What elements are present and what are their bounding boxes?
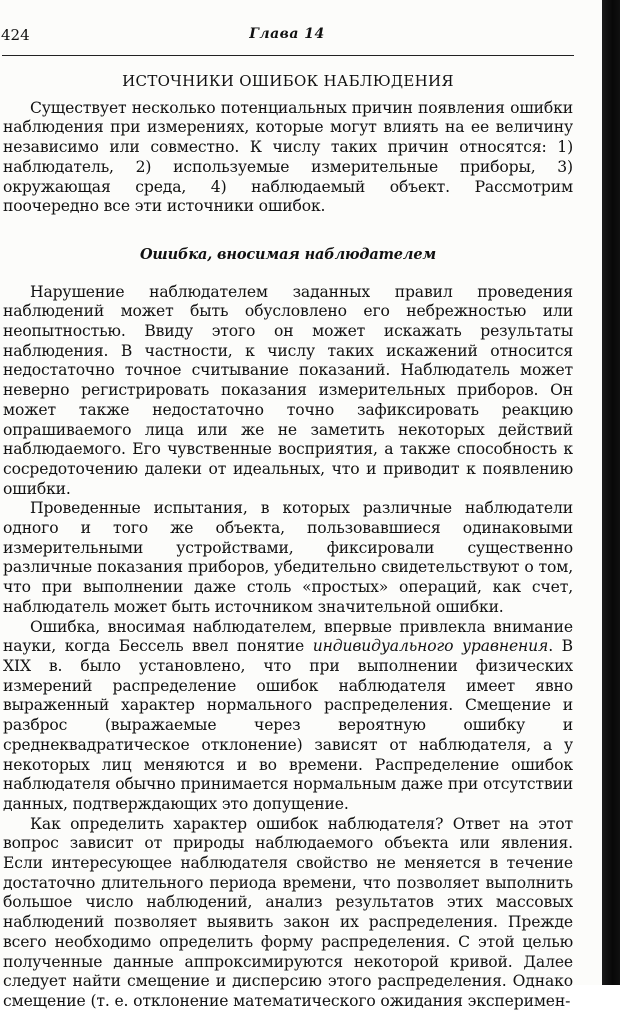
intro-paragraph: Существует несколько потенциальных причин появления ошибки наблюдения при измерениях, которые могут влиять на ее величину независимо или совместно. К числу таких причин относятся: 1) наблюдатель, 2) используемые измерительные приборы, 3) окружающая среда, 4) наблюдаемый объект. Рассмотрим поочередно все эти источники ошибок. [3, 98, 573, 216]
term-personal-equation: индивидуального уравнения [312, 637, 549, 656]
running-head: Глава 14 [249, 26, 325, 42]
page-number: 424 [1, 26, 30, 44]
subsection-title: Ошибка, вносимая наблюдателем [139, 245, 437, 263]
paragraph-tests: Проведенные испытания, в которых различные наблюдатели одного и того же объекта, пользовавшиеся одинаковыми измерительными устройствами, фиксировали существенно различные показания приборов, убедительно свидетельствуют о том, что при выполнении даже столь «простых» операций, как счет, наблюдатель может быть источником значительной ошибки. [3, 499, 573, 616]
paragraph-bessel-start: Ошибка, вносимая наблюдателем, впервые привлекла внимание науки, когда Бессель ввел понятие [3, 617, 573, 656]
scan-edge-shadow [602, 0, 620, 985]
page-content [3, 72, 573, 1012]
page-header [0, 26, 574, 48]
paragraph-bessel-end: . В XIX в. было установлено, что при выполнении физических измерений распределение ошибок наблюдателя имеет явно выраженный характер нормального распределения. Смещение и разброс (выражаемые через вероятную ошибку и среднеквадратическое отклонение) зависят от наблюдателя, а у некоторых лиц меняются и во времени. Распределение ошибок наблюдателя обычно принимается нормальным даже при отсутствии данных, подтверждающих это допущение. [3, 637, 573, 813]
paragraph-observer-violations: Нарушение наблюдателем заданных правил проведения наблюдений может быть обусловлено его небрежностью или неопытностью. Ввиду этого он может искажать результаты наблюдения. В частности, к числу таких искажений относится недостаточно точное считывание показаний. Наблюдатель может неверно регистрировать показания измерительных приборов. Он может также недостаточно точно зафиксировать реакцию опрашиваемого лица или же не заметить некоторых действий наблюдаемого. Его чувственные восприятия, а также способность к сосредоточению далеки от идеальных, что и приводит к появлению ошибки. [3, 282, 573, 498]
section-title: ИСТОЧНИКИ ОШИБОК НАБЛЮДЕНИЯ [122, 72, 454, 90]
paragraph-bessel [3, 618, 573, 815]
paragraph-error-character: Как определить характер ошибок наблюдателя? Ответ на этот вопрос зависит от природы наблюдаемого объекта или явления. Если интересующее наблюдателя свойство не меняется в течение достаточно длительного периода времени, что позволяет выполнить большое число наблюдений, анализ результатов этих массовых наблюдений позволяет выявить закон их распределения. Прежде всего необходимо определить форму распределения. С этой целью полученные данные аппроксимируются некоторой кривой. Далее следует найти смещение и дисперсию этого распределения. Однако смещение (т. е. отклонение математического ожидания эксперимен- [3, 814, 573, 1010]
header-rule [2, 55, 574, 56]
